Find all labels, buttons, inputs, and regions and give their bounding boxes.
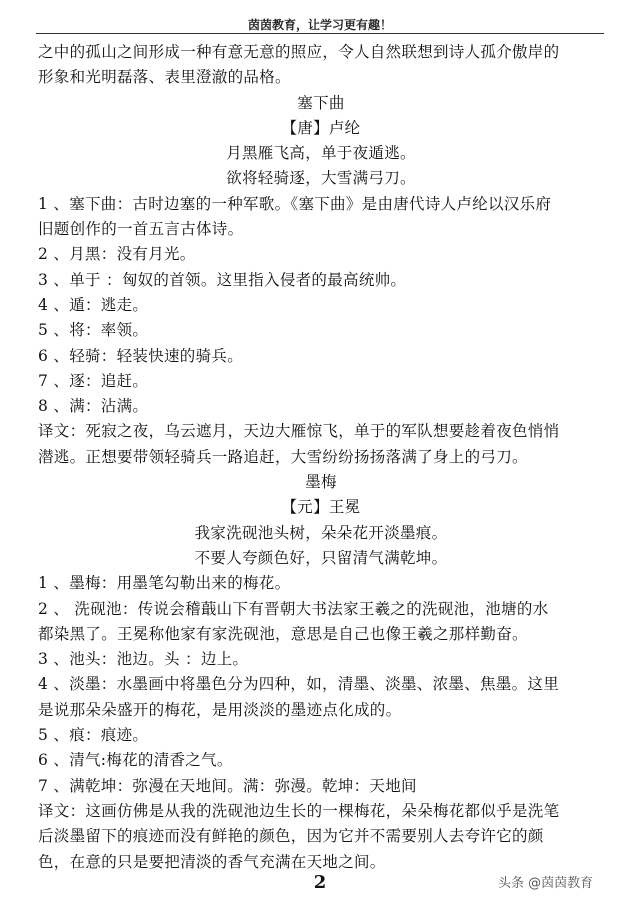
poem-line: 月黑雁飞高，单于夜遁逃。	[226, 144, 416, 163]
poem-line: 我家洗砚池头树，朵朵花开淡墨痕。	[194, 523, 448, 542]
poem-author: 【唐】卢纶	[281, 118, 361, 137]
note-line: 1 、塞下曲：古时边塞的一种军歌。《塞下曲》是由唐代诗人卢纶以汉乐府	[38, 194, 552, 213]
poem-line: 不要人夸颜色好，只留清气满乾坤。	[194, 548, 448, 567]
page-header: 茵茵教育，让学习更有趣！	[247, 18, 392, 32]
poem-line: 欲将轻骑逐，大雪满弓刀。	[226, 169, 416, 188]
note-line: 7 、逐：追赶。	[38, 371, 149, 390]
poem-author: 【元】王冕	[281, 498, 361, 517]
note-line: 4 、遁：逃走。	[38, 295, 149, 314]
poem-title: 塞下曲	[297, 93, 345, 112]
poem-title: 墨梅	[305, 473, 337, 492]
note-line: 7 、满乾坤：弥漫在天地间。满：弥漫。乾坤：天地间	[38, 776, 417, 795]
note-line: 2 、 洗砚池：传说会稽蕺山下有晋朝大书法家王羲之的洗砚池，池塘的水	[38, 599, 549, 618]
note-line: 4 、淡墨：水墨画中将墨色分为四种，如，清墨、淡墨、浓墨、焦墨。这里	[38, 675, 559, 694]
translation-line: 译文：这画仿佛是从我的洗砚池边生长的一棵梅花，朵朵梅花都似乎是洗笔	[38, 801, 560, 820]
intro-line: 之中的孤山之间形成一种有意无意的照应，令人自然联想到诗人孤介傲岸的	[38, 43, 560, 61]
watermark: 头条 @茵茵教育	[498, 876, 594, 891]
document-body	[38, 40, 604, 875]
note-line: 旧题创作的一首五言古体诗。	[38, 220, 244, 239]
translation-line: 译文：死寂之夜，乌云遮月，天边大雁惊飞，单于的军队想要趁着夜色悄悄	[38, 422, 560, 441]
note-line: 1 、墨梅：用墨笔勾勒出来的梅花。	[38, 574, 291, 593]
header-rule	[36, 33, 604, 34]
note-line: 3 、单于 ：匈奴的首领。这里指入侵者的最高统帅。	[38, 270, 407, 289]
page-number: 2	[313, 872, 327, 893]
note-line: 是说那朵朵盛开的梅花，是用淡淡的墨迹点化成的。	[38, 700, 402, 719]
note-line: 都染黑了。王冕称他家有家洗砚池，意思是自己也像王羲之那样勤奋。	[38, 624, 528, 643]
note-line: 6 、清气:梅花的清香之气。	[38, 751, 233, 770]
note-line: 6 、轻骑：轻装快速的骑兵。	[38, 346, 243, 365]
note-line: 5 、将：率领。	[38, 321, 149, 340]
note-line: 5 、痕：痕迹。	[38, 726, 149, 745]
translation-line: 潜逃。正想要带领轻骑兵一路追赶，大雪纷纷扬扬落满了身上的弓刀。	[38, 447, 528, 466]
intro-line: 形象和光明磊落、表里澄澈的品格。	[38, 68, 291, 87]
note-line: 2 、月黑：没有月光。	[38, 245, 196, 264]
translation-line: 后淡墨留下的痕迹而没有鲜艳的颜色，因为它并不需要别人去夸许它的颜	[38, 827, 544, 846]
translation-line: 色，在意的只是要把清淡的香气充满在天地之间。	[38, 852, 386, 871]
note-line: 3 、池头：池边。头 ：边上。	[38, 650, 249, 669]
note-line: 8 、满：沾满。	[38, 397, 149, 416]
